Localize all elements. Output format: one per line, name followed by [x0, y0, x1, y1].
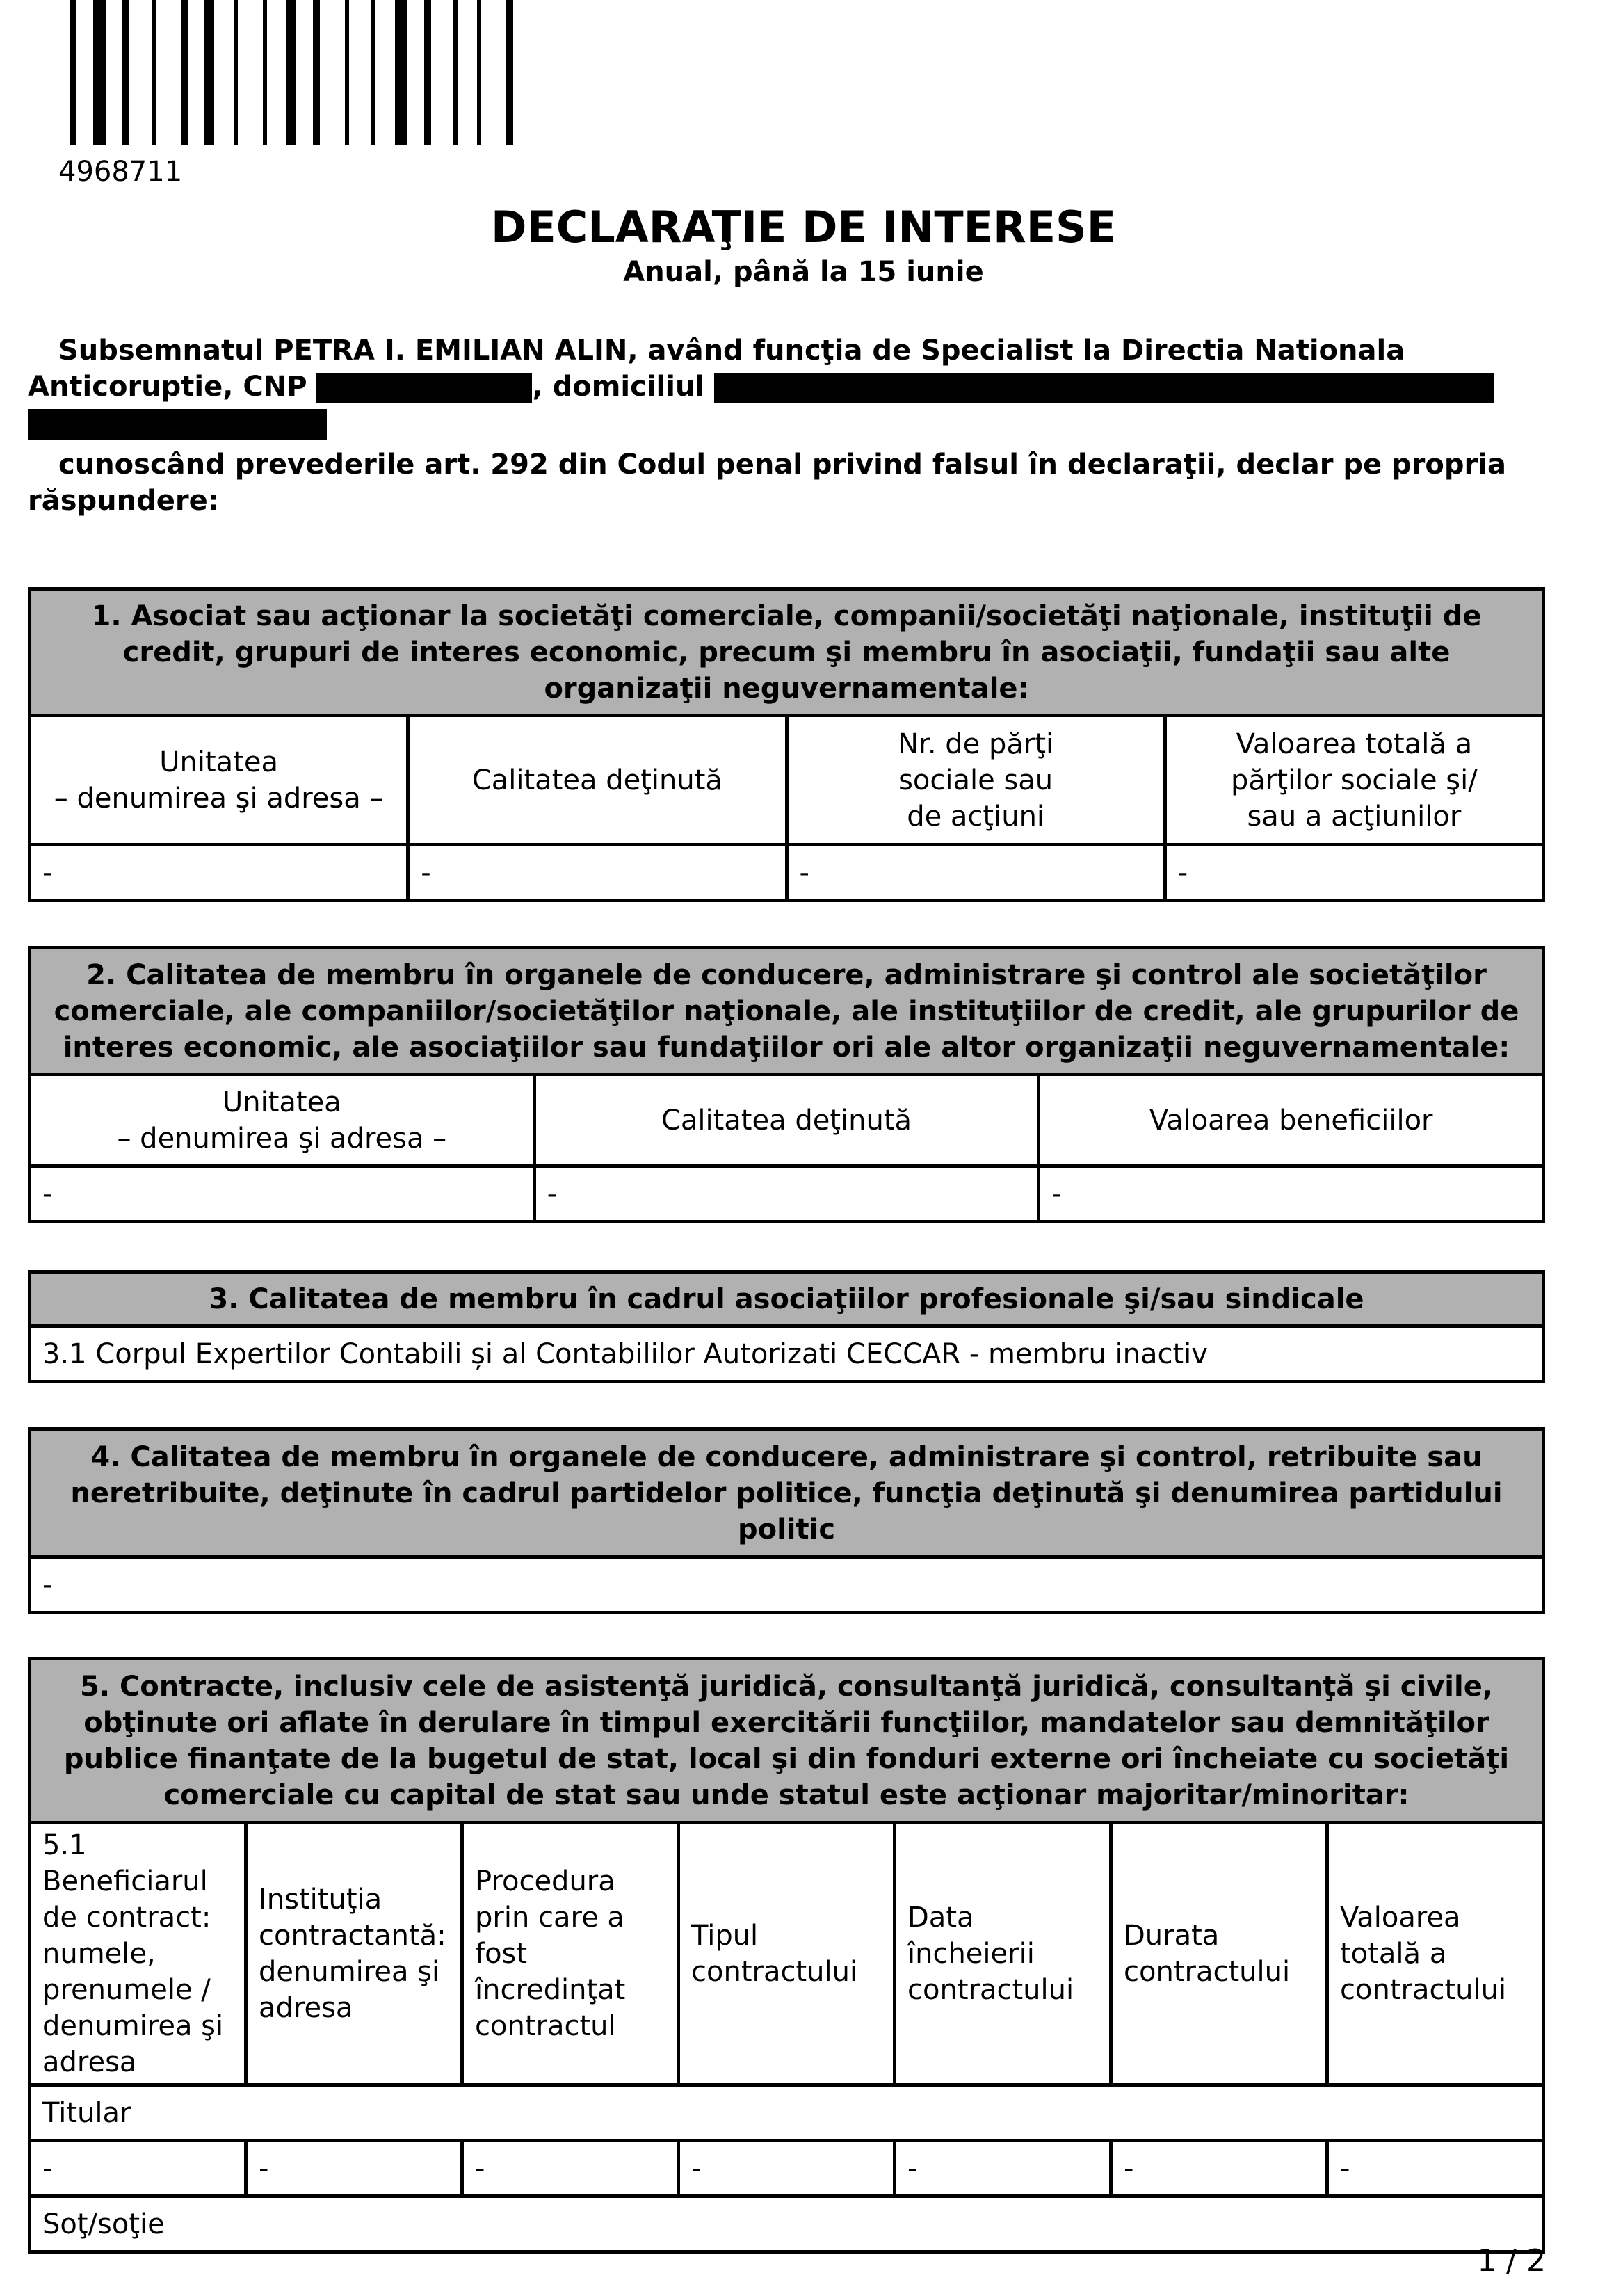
section-5-cell: - [30, 2141, 246, 2197]
section-5-group-holder: Titular [30, 2085, 1544, 2141]
section-5-header-type: Tipul contractului [679, 1823, 895, 2085]
document-number: 4968711 [58, 156, 183, 188]
section-1-cell: - [1165, 845, 1543, 901]
section-2-table [28, 946, 1545, 1223]
section-1-title: 1. Asociat sau acţionar la societăţi comerciale, companii/societăţi naţionale, instituţii de credit, grupuri de interes economic, precum şi membru în asociaţii, fundaţii sau alte organizaţii neguvernamentale: [30, 589, 1544, 716]
page-number: 1 / 2 [1477, 2243, 1546, 2279]
section-5-header-institution: Instituţia contractantă: denumirea şi adresa [246, 1823, 462, 2085]
section-5-header-beneficiary: 5.1 Beneficiarul de contract: numele, prenumele / denumirea şi adresa [30, 1823, 246, 2085]
section-2-header-benefits: Valoarea beneficiilor [1039, 1075, 1544, 1166]
section-1-header-capacity: Calitatea deţinută [408, 716, 786, 845]
page-title: DECLARAŢIE DE INTERESE [490, 202, 1117, 252]
section-5-cell: - [1327, 2141, 1544, 2197]
intro-statement [28, 447, 1544, 519]
section-3-table [28, 1270, 1545, 1383]
section-5-cell: - [462, 2141, 679, 2197]
section-5-cell: - [1111, 2141, 1327, 2197]
intro-declarant [28, 332, 1544, 441]
statement-line-2: răspundere: [28, 485, 219, 517]
statement-line-1: cunoscând prevederile art. 292 din Codul penal privind falsul în declaraţii, declar pe propria [58, 449, 1506, 481]
section-2-cell: - [30, 1166, 535, 1222]
section-5-cell: - [895, 2141, 1111, 2197]
section-5-header-value: Valoarea totală a contractului [1327, 1823, 1544, 2085]
section-1-table [28, 587, 1545, 902]
section-1-cell: - [30, 845, 408, 901]
intro-cnp-label: Anticoruptie, CNP [28, 371, 307, 403]
section-2-title: 2. Calitatea de membru în organele de conducere, administrare şi control ale societăţilor comerciale, ale companiilor/societăţilor naţionale, ale instituţiilor de credit, ale grupurilor de interes economic, ale asociaţiilor sau fundaţiilor ori ale altor organizaţii neguvernamentale: [30, 948, 1544, 1075]
intro-domicile-label: , domiciliul [532, 371, 705, 403]
section-5-title: 5. Contracte, inclusiv cele de asistenţă juridică, consultanţă juridică, consultanţă şi civile, obţinute ori aflate în derulare în timpul exercitării funcţiilor, mandatelor sau demnităţilor publice finanţate de la bugetul de stat, local şi din fonduri externe ori încheiate cu societăţi comerciale cu capital de stat sau unde statul este acţionar majoritar/minoritar: [30, 1659, 1544, 1823]
section-5-header-date: Data încheierii contractului [895, 1823, 1111, 2085]
section-5-cell: - [246, 2141, 462, 2197]
section-1-cell: - [408, 845, 786, 901]
redacted-address [714, 373, 1494, 403]
section-1-header-shares: Nr. de părţi sociale sau de acţiuni [786, 716, 1165, 845]
redacted-address-continued [28, 409, 327, 440]
page-subtitle: Anual, până la 15 iunie [623, 256, 984, 288]
section-5-cell: - [679, 2141, 895, 2197]
section-5-group-spouse: Soţ/soţie [30, 2197, 1544, 2252]
section-1-header-value: Valoarea totală a părţilor sociale şi/ sau a acţiunilor [1165, 716, 1543, 845]
section-3-row: 3.1 Corpul Expertilor Contabili și al Contabililor Autorizati CECCAR - membru inactiv [30, 1326, 1544, 1382]
section-5-header-duration: Durata contractului [1111, 1823, 1327, 2085]
section-2-header-capacity: Calitatea deţinută [534, 1075, 1039, 1166]
section-4-table [28, 1427, 1545, 1614]
section-1-header-unit: Unitatea – denumirea şi adresa – [30, 716, 408, 845]
intro-line-1: Subsemnatul PETRA I. EMILIAN ALIN, având funcţia de Specialist la Directia Nationala [58, 335, 1405, 367]
section-2-header-unit: Unitatea – denumirea şi adresa – [30, 1075, 535, 1166]
section-1-cell: - [786, 845, 1165, 901]
section-5-header-procedure: Procedura prin care a fost încredinţat contractul [462, 1823, 679, 2085]
redacted-cnp [316, 373, 532, 403]
section-2-cell: - [534, 1166, 1039, 1222]
section-2-cell: - [1039, 1166, 1544, 1222]
section-5-table [28, 1657, 1545, 2254]
section-4-row: - [30, 1557, 1544, 1613]
section-3-title: 3. Calitatea de membru în cadrul asociaţiilor profesionale şi/sau sindicale [30, 1272, 1544, 1326]
section-4-title: 4. Calitatea de membru în organele de conducere, administrare şi control, retribuite sau neretribuite, deţinute în cadrul partidelor politice, funcţia deţinută şi denumirea partidului politic [30, 1429, 1544, 1557]
